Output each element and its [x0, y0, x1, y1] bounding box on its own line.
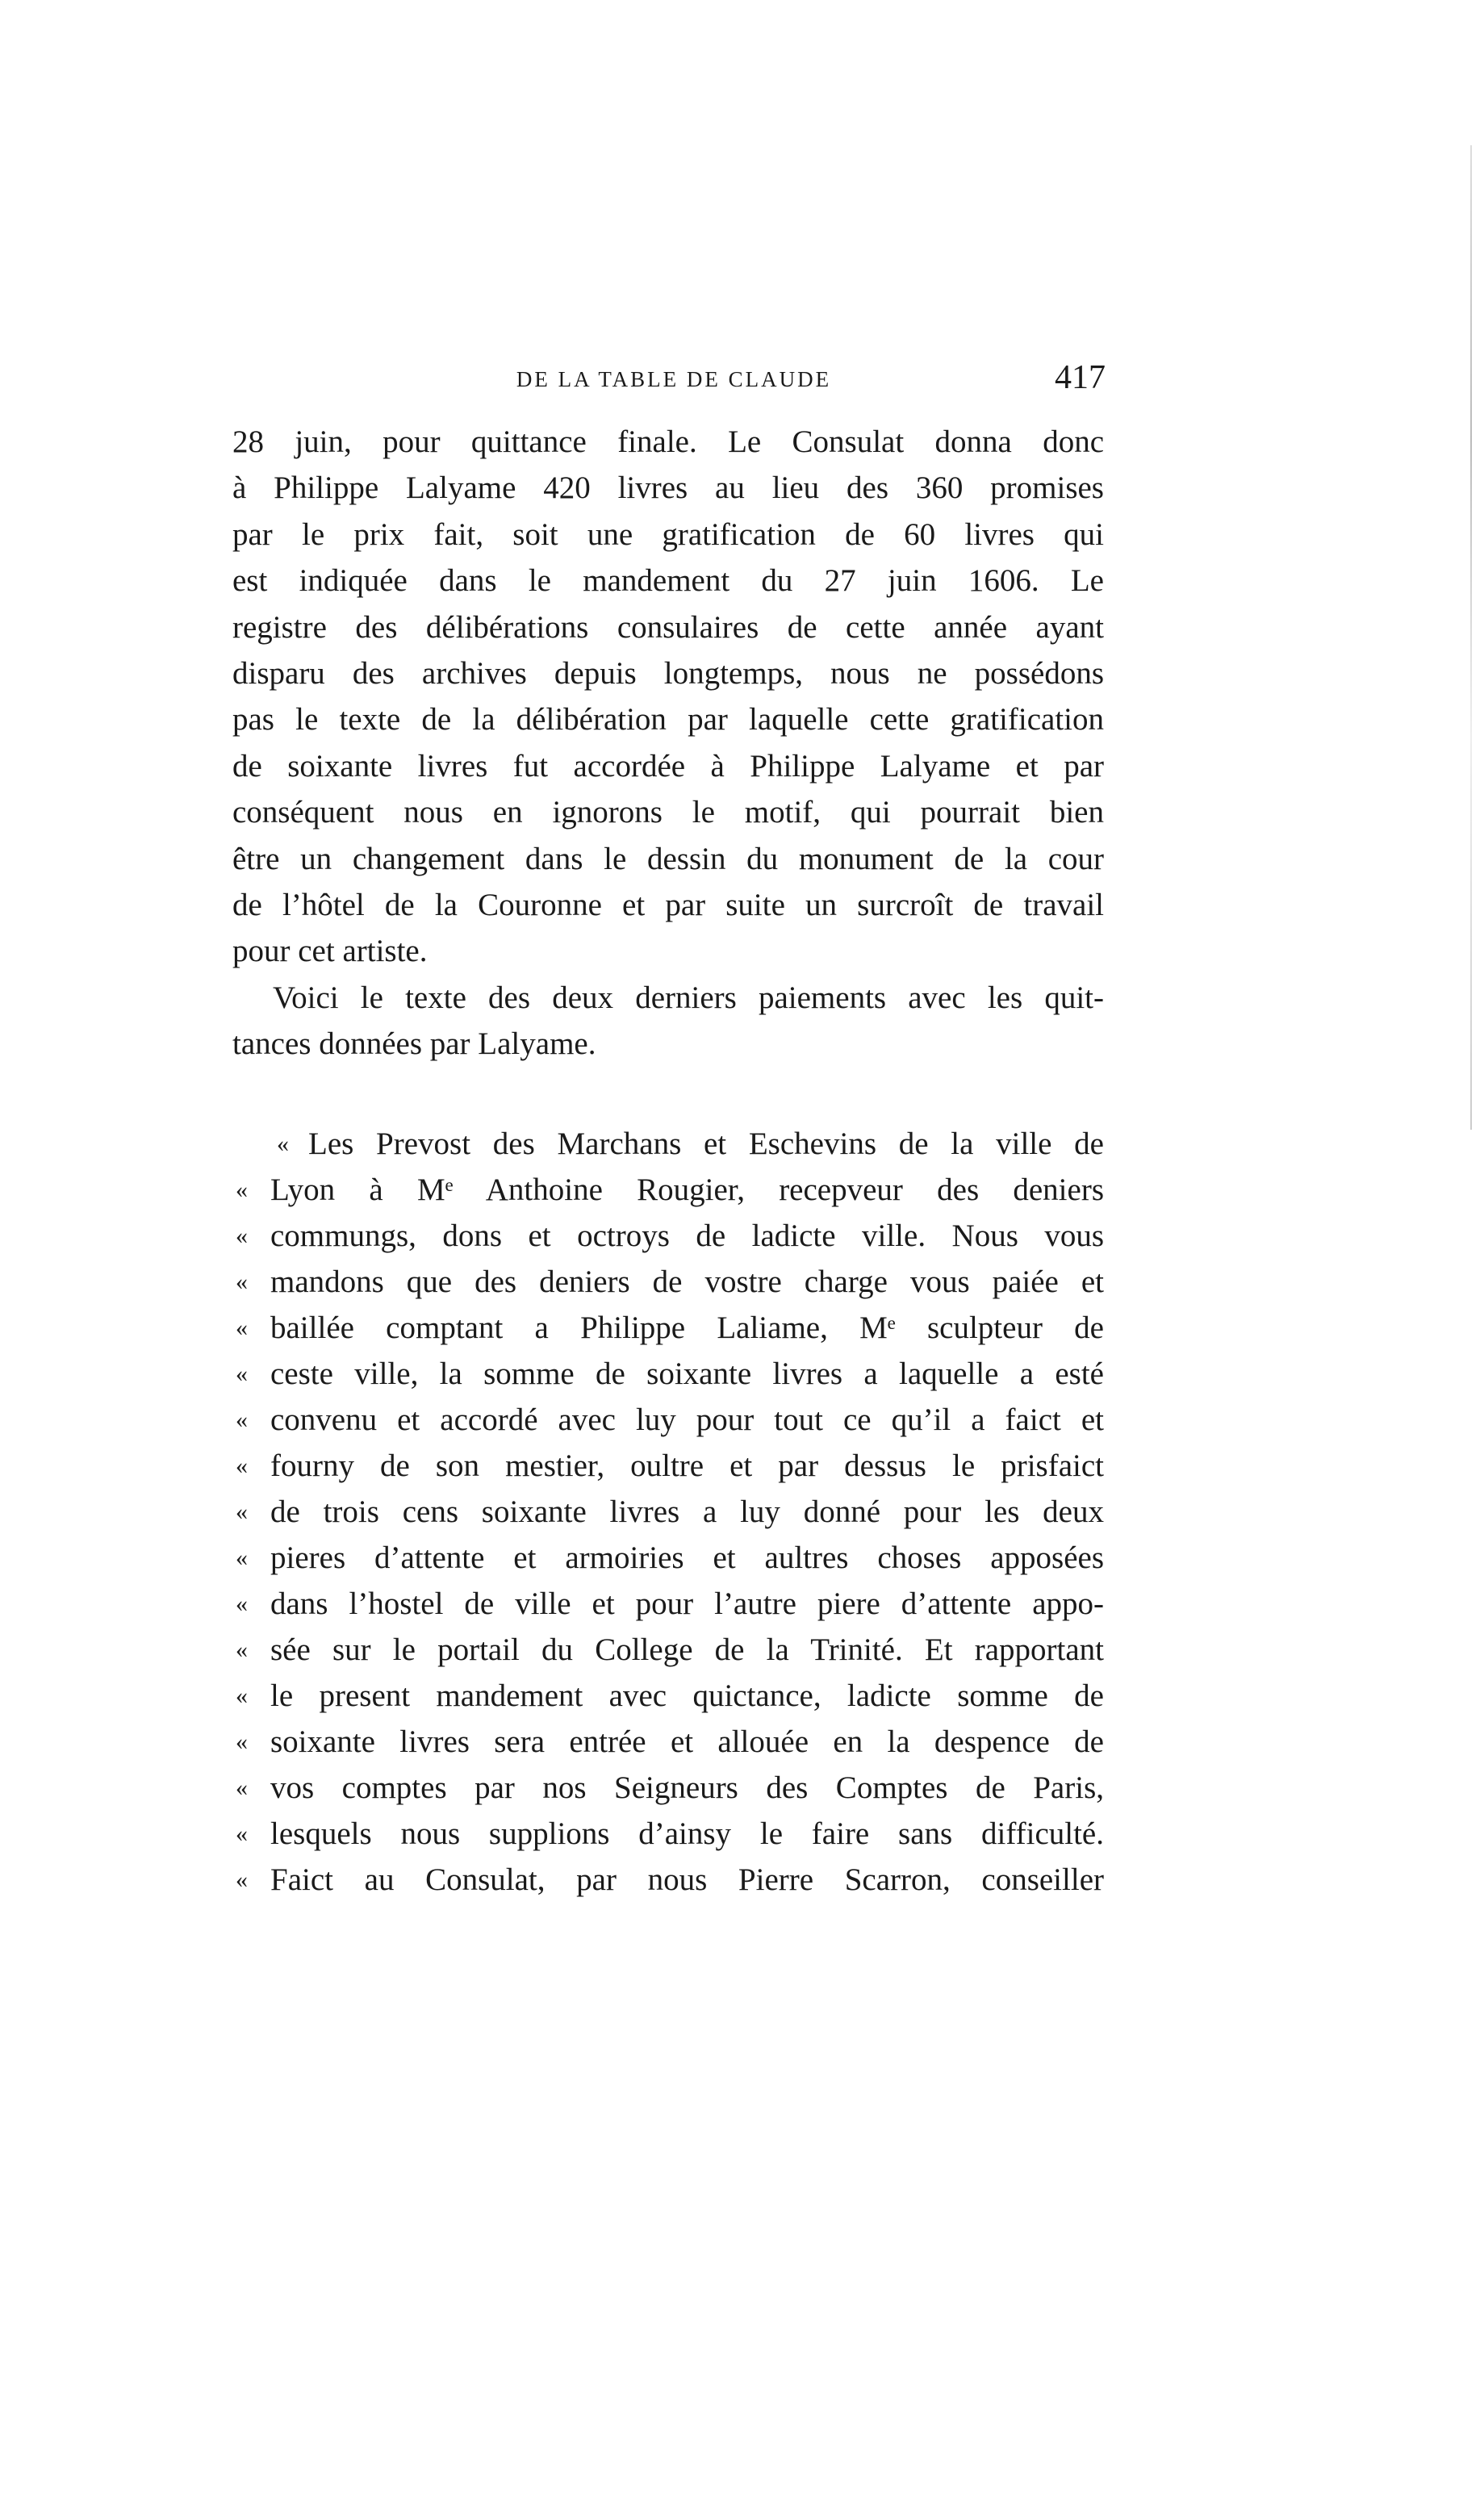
body-line: être un changement dans le dessin du monument de la cour — [232, 841, 1104, 876]
quote-line: commungs, dons et octroys de ladicte ville. Nous vous — [270, 1218, 1104, 1253]
quote-mark: « — [236, 1682, 248, 1709]
quote-mark: « — [236, 1406, 248, 1433]
quote-mark: « — [236, 1360, 248, 1387]
body-line: 28 juin, pour quittance finale. Le Consulat donna donc — [232, 424, 1104, 459]
quote-mark: « — [236, 1636, 248, 1663]
quote-line: Les Prevost des Marchans et Eschevins de la ville de — [308, 1126, 1104, 1161]
quote-line: Lyon à Mᵉ Anthoine Rougier, recepveur des deniers — [270, 1172, 1104, 1207]
body-line: pas le texte de la délibération par laquelle cette gratification — [232, 702, 1104, 738]
quote-line: fourny de son mestier, oultre et par dessus le prisfaict — [270, 1448, 1104, 1483]
body-line: de soixante livres fut accordée à Philippe Lalyame et par — [232, 748, 1104, 784]
quote-mark: « — [236, 1866, 248, 1893]
body-line: registre des délibérations consulaires de cette année ayant — [232, 609, 1104, 645]
body-line: est indiquée dans le mandement du 27 juin 1606. Le — [232, 563, 1104, 599]
body-line: à Philippe Lalyame 420 livres au lieu des 360 promises — [232, 470, 1104, 506]
quote-mark: « — [277, 1131, 289, 1157]
quote-mark: « — [236, 1728, 248, 1755]
quote-line: sée sur le portail du College de la Trinité. Et rapportant — [270, 1632, 1104, 1667]
quote-line: dans l’hostel de ville et pour l’autre piere d’attente appo- — [270, 1586, 1104, 1621]
quote-mark: « — [236, 1498, 248, 1525]
body-line: tances données par Lalyame. — [232, 1026, 596, 1062]
quote-line: mandons que des deniers de vostre charge vous paiée et — [270, 1264, 1104, 1299]
quote-mark: « — [236, 1774, 248, 1801]
body-line: conséquent nous en ignorons le motif, qui pourrait bien — [232, 795, 1104, 830]
quote-mark: « — [236, 1820, 248, 1847]
quote-mark: « — [236, 1544, 248, 1571]
quote-line: de trois cens soixante livres a luy donné pour les deux — [270, 1494, 1104, 1529]
body-line: de l’hôtel de la Couronne et par suite un surcroît de travail — [232, 888, 1104, 922]
quote-line: Faict au Consulat, par nous Pierre Scarron, conseiller — [270, 1862, 1104, 1897]
quote-line: convenu et accordé avec luy pour tout ce qu’il a faict et — [270, 1402, 1104, 1437]
quote-mark: « — [236, 1452, 248, 1479]
scan-edge-mark — [1470, 145, 1472, 1130]
quote-mark: « — [236, 1268, 248, 1295]
quote-line: soixante livres sera entrée et allouée en la despence de — [270, 1724, 1104, 1759]
quote-mark: « — [236, 1314, 248, 1341]
quote-line: baillée comptant a Philippe Laliame, Mᵉ sculpteur de — [270, 1310, 1104, 1345]
quote-mark: « — [236, 1590, 248, 1617]
page-number: 417 — [1055, 359, 1106, 396]
quote-mark: « — [236, 1222, 248, 1249]
quote-line: le present mandement avec quictance, ladicte somme de — [270, 1678, 1104, 1713]
quote-line: ceste ville, la somme de soixante livres a laquelle a esté — [270, 1356, 1104, 1391]
quote-line: pieres d’attente et armoiries et aultres choses apposées — [270, 1540, 1104, 1575]
body-line: pour cet artiste. — [232, 934, 428, 969]
quote-mark: « — [236, 1177, 248, 1203]
body-line: par le prix fait, soit une gratification de 60 livres qui — [232, 516, 1104, 552]
quote-line: vos comptes par nos Seigneurs des Comptes de Paris, — [270, 1770, 1104, 1805]
running-title: DE LA TABLE DE CLAUDE — [516, 367, 832, 391]
body-line: disparu des archives depuis longtemps, nous ne possédons — [232, 656, 1104, 691]
body-line: Voici le texte des deux derniers paiements avec les quit- — [273, 980, 1104, 1015]
quote-line: lesquels nous supplions d’ainsy le faire sans difficulté. — [270, 1816, 1104, 1851]
